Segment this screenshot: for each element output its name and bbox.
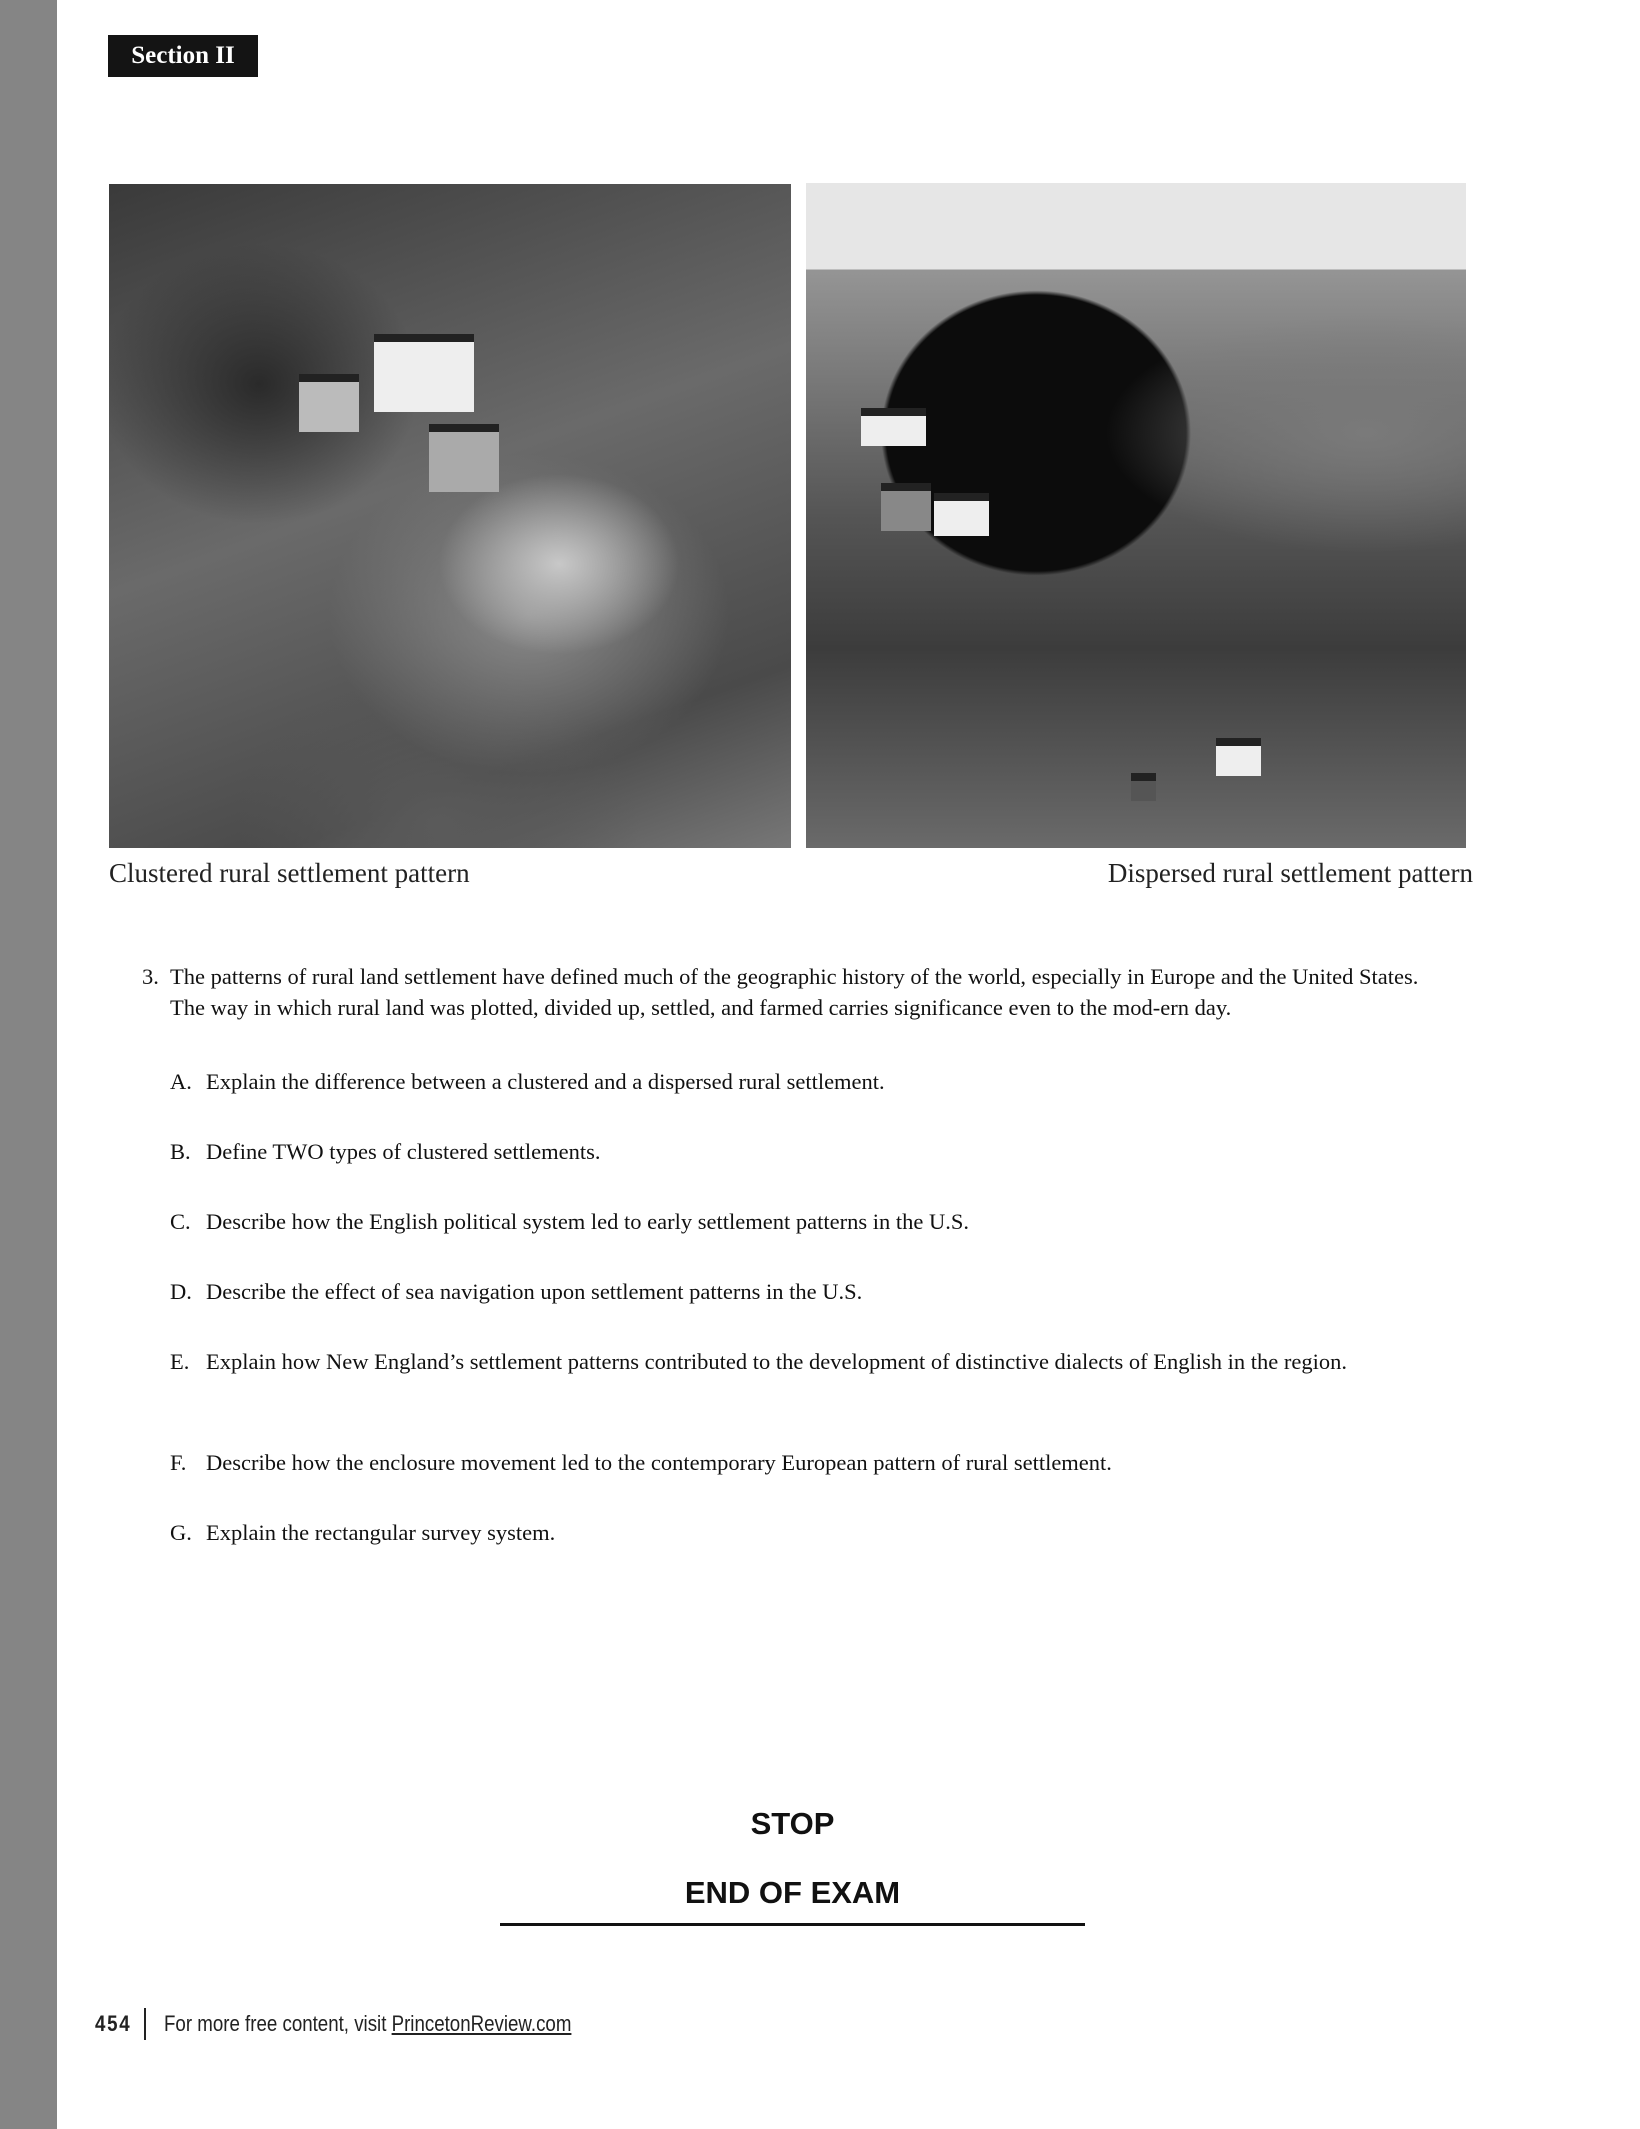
item-letter: G. — [170, 1520, 192, 1545]
page-footer — [95, 2008, 643, 2040]
item-text: Describe how the enclosure movement led to the contemporary European pattern of rural settlement. — [206, 1450, 1112, 1475]
clustered-settlement-photo — [109, 184, 791, 848]
item-text: Describe how the English political system led to early settlement patterns in the U.S. — [206, 1209, 969, 1234]
end-rule — [500, 1923, 1085, 1926]
princeton-review-link[interactable]: PrincetonReview.com — [391, 2011, 572, 2036]
stop-heading: STOP — [750, 1806, 835, 1841]
farmhouse — [861, 408, 926, 446]
footer-text: For more free content, visit — [163, 2011, 392, 2036]
question-item — [170, 1066, 1450, 1097]
question-3 — [142, 961, 1452, 1023]
item-text: Explain the difference between a clustered and a dispersed rural settlement. — [206, 1069, 885, 1094]
item-text: Explain the rectangular survey system. — [206, 1520, 556, 1545]
item-text: Explain how New England’s settlement patterns contributed to the development of distinctive dialects of English in the region. — [206, 1349, 1347, 1374]
footer-divider — [144, 2008, 146, 2040]
item-letter: D. — [170, 1279, 192, 1304]
item-text: Define TWO types of clustered settlements. — [206, 1139, 601, 1164]
page-number: 454 — [95, 2011, 132, 2036]
item-text: Describe the effect of sea navigation upon settlement patterns in the U.S. — [206, 1279, 863, 1304]
village-building — [299, 374, 359, 432]
question-item — [170, 1276, 1450, 1307]
item-letter: E. — [170, 1349, 190, 1374]
question-stem: The patterns of rural land settlement have defined much of the geographic history of the world, especially in Europe and the United States. The way in which rural land was plotted, divided up, settled, and farmed carries significance even to the mod-ern day. — [170, 964, 1419, 1020]
item-letter: A. — [170, 1069, 192, 1094]
question-number: 3. — [142, 964, 159, 989]
village-building — [429, 424, 499, 492]
end-of-exam-heading: END OF EXAM — [684, 1875, 901, 1910]
question-item — [170, 1206, 1450, 1237]
farmhouse — [881, 483, 931, 531]
farmhouse — [1216, 738, 1261, 776]
section-badge: Section II — [108, 35, 258, 77]
question-item — [170, 1136, 1450, 1167]
question-item — [170, 1447, 1450, 1478]
farmhouse — [1131, 773, 1156, 801]
item-letter: F. — [170, 1450, 187, 1475]
item-letter: B. — [170, 1139, 191, 1164]
question-item — [170, 1517, 1450, 1548]
item-letter: C. — [170, 1209, 191, 1234]
farmhouse — [934, 493, 989, 536]
page-edge-bar — [0, 0, 57, 2129]
caption-dispersed: Dispersed rural settlement pattern — [1107, 858, 1473, 888]
question-item — [170, 1346, 1450, 1377]
caption-clustered: Clustered rural settlement pattern — [109, 858, 470, 888]
dispersed-settlement-photo — [806, 183, 1466, 848]
village-building — [374, 334, 474, 412]
